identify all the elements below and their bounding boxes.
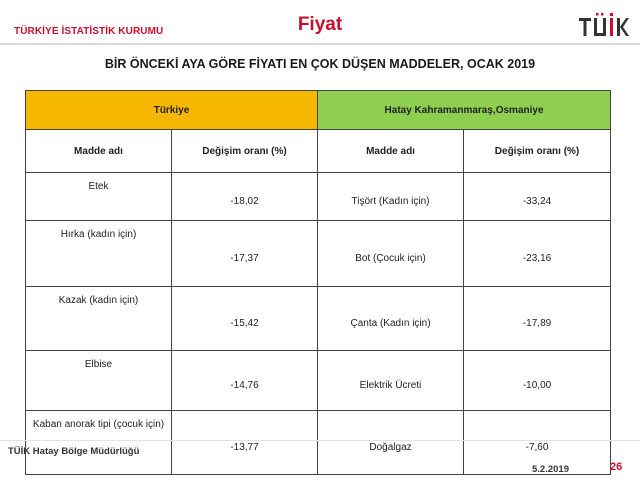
ht-change-cell: -7,60 [464, 411, 611, 475]
price-table [25, 90, 611, 475]
tr-change-cell: -15,42 [172, 287, 318, 351]
ht-change-cell: -17,89 [464, 287, 611, 351]
org-name: TÜRKİYE İSTATİSTİK KURUMU [14, 26, 164, 37]
tr-item-cell: Kaban anorak tipi (çocuk için) [26, 411, 172, 475]
group-header-region: Hatay Kahramanmaraş,Osmaniye [318, 91, 611, 130]
footer-divider [0, 440, 640, 441]
ht-change-cell: -10,00 [464, 351, 611, 411]
header-divider [0, 43, 640, 45]
tr-change-cell: -13,77 [172, 411, 318, 475]
tr-item-cell: Kazak (kadın için) [26, 287, 172, 351]
table-row [26, 221, 611, 287]
ht-item-cell: Elektrik Ücreti [318, 351, 464, 411]
col-header-ht-change: Değişim oranı (%) [464, 130, 611, 173]
tr-change-cell: -18,02 [172, 173, 318, 221]
section-title: Fiyat [297, 14, 343, 35]
tr-item-cell: Hırka (kadın için) [26, 221, 172, 287]
table-row [26, 173, 611, 221]
tr-change-cell: -17,37 [172, 221, 318, 287]
tr-change-cell: -14,76 [172, 351, 318, 411]
footer-office: TÜİK Hatay Bölge Müdürlüğü [8, 446, 140, 457]
ht-item-cell: Bot (Çocuk için) [318, 221, 464, 287]
table-row [26, 351, 611, 411]
ht-change-cell: -23,16 [464, 221, 611, 287]
page-title: BİR ÖNCEKİ AYA GÖRE FİYATI EN ÇOK DÜŞEN MADDELER, OCAK 2019 [104, 57, 536, 71]
page-number: 26 [610, 461, 623, 473]
ht-item-cell: Çanta (Kadın için) [318, 287, 464, 351]
group-header-turkey: Türkiye [26, 91, 318, 130]
ht-item-cell: Doğalgaz [318, 411, 464, 475]
col-header-tr-change: Değişim oranı (%) [172, 130, 318, 173]
ht-item-cell: Tişört (Kadın için) [318, 173, 464, 221]
ht-change-cell: -33,24 [464, 173, 611, 221]
table-row [26, 411, 611, 475]
tuik-logo [577, 12, 629, 38]
table-row [26, 287, 611, 351]
footer-date: 5.2.2019 [532, 464, 569, 475]
tr-item-cell: Etek [26, 173, 172, 221]
tr-item-cell: Elbise [26, 351, 172, 411]
col-header-ht-item: Madde adı [318, 130, 464, 173]
col-header-tr-item: Madde adı [26, 130, 172, 173]
